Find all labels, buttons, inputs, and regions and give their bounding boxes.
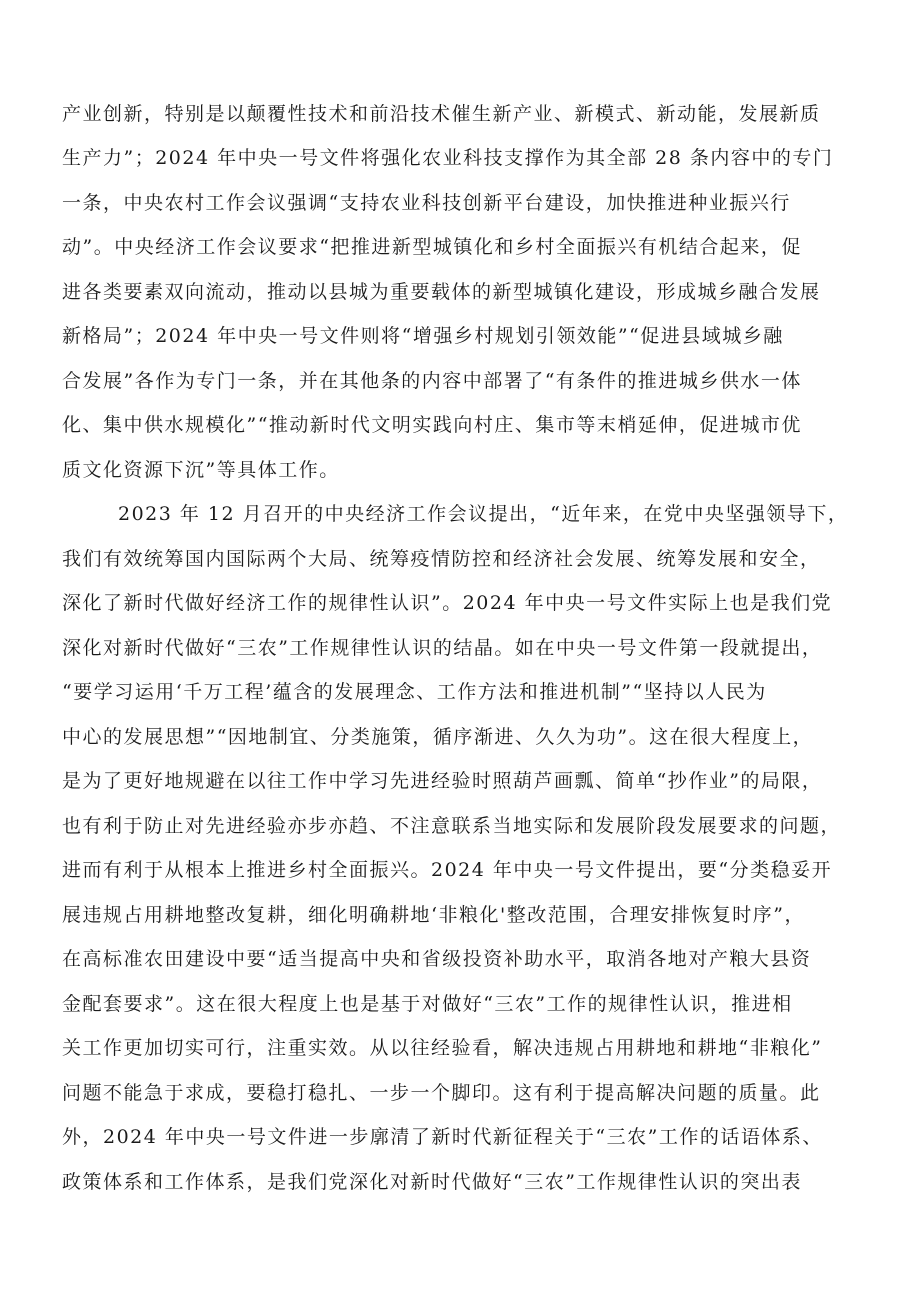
text-line: 一条，中央农村工作会议强调“支持农业科技创新平台建设，加快推进种业振兴行: [62, 192, 791, 214]
text-line: 展违规占用耕地整改复耕，细化明确耕地‘非粮化'整改范围，合理安排恢复时序”，: [62, 904, 805, 926]
text-line: 合发展”各作为专门一条，并在其他条的内容中部署了“有条件的推进城乡供水一体: [62, 370, 802, 392]
text-line: 质文化资源下沉”等具体工作。: [62, 459, 340, 481]
text-line: 动”。中央经济工作会议要求“把推进新型城镇化和乡村全面振兴有机结合起来，促: [62, 236, 802, 258]
text-line: 进各类要素双向流动，推动以县城为重要载体的新型城镇化建设，形成城乡融合发展: [62, 281, 821, 303]
text-line: 生产力”；2024 年中央一号文件将强化农业科技支撑作为其全部 28 条内容中的专门: [62, 147, 834, 169]
text-line: 外，2024 年中央一号文件进一步廓清了新时代新征程关于“三农”工作的话语体系、: [62, 1126, 823, 1148]
text-line: 是为了更好地规避在以往工作中学习先进经验时照葫芦画瓢、简单“抄作业”的局限，: [62, 770, 823, 792]
text-line: 新格局”；2024 年中央一号文件则将“增强乡村规划引领效能”“促进县域城乡融: [62, 325, 784, 347]
text-line: 产业创新，特别是以颠覆性技术和前沿技术催生新产业、新模式、新动能，发展新质: [62, 103, 821, 125]
text-line: 化、集中供水规模化”“推动新时代文明实践向村庄、集市等末梢延伸，促进城市优: [62, 414, 802, 436]
text-line: 2023 年 12 月召开的中央经济工作会议提出，“近年来，在党中央坚强领导下，: [118, 503, 849, 525]
text-line: 政策体系和工作体系，是我们党深化对新时代做好“三农”工作规律性认识的突出表: [62, 1171, 802, 1193]
text-line: 我们有效统筹国内国际两个大局、统筹疫情防控和经济社会发展、统筹发展和安全，: [62, 548, 821, 570]
text-line: 关工作更加切实可行，注重实效。从以往经验看，解决违规占用耕地和耕地“非粮化”: [62, 1037, 823, 1059]
text-line: 在高标准农田建设中要“适当提高中央和省级投资补助水平，取消各地对产粮大县资: [62, 948, 812, 970]
text-line: 金配套要求”。这在很大程度上也是基于对做好“三农”工作的规律性认识，推进相: [62, 993, 793, 1015]
text-line: 中心的发展思想”“因地制宜、分类施策，循序渐进、久久为功”。这在很大程度上，: [62, 726, 814, 748]
text-line: 进而有利于从根本上推进乡村全面振兴。2024 年中央一号文件提出，要“分类稳妥开: [62, 859, 833, 881]
text-line: 深化对新时代做好“三农”工作规律性认识的结晶。如在中央一号文件第一段就提出，: [62, 637, 823, 659]
text-line: 也有利于防止对先进经验亦步亦趋、不注意联系当地实际和发展阶段发展要求的问题，: [62, 815, 842, 837]
text-line: 问题不能急于求成，要稳打稳扎、一步一个脚印。这有利于提高解决问题的质量。此: [62, 1082, 821, 1104]
text-line: “要学习运用‘千万工程’蕴含的发展理念、工作方法和推进机制”“坚持以人民为: [62, 681, 767, 703]
text-line: 深化了新时代做好经济工作的规律性认识”。2024 年中央一号文件实际上也是我们党: [62, 592, 833, 614]
